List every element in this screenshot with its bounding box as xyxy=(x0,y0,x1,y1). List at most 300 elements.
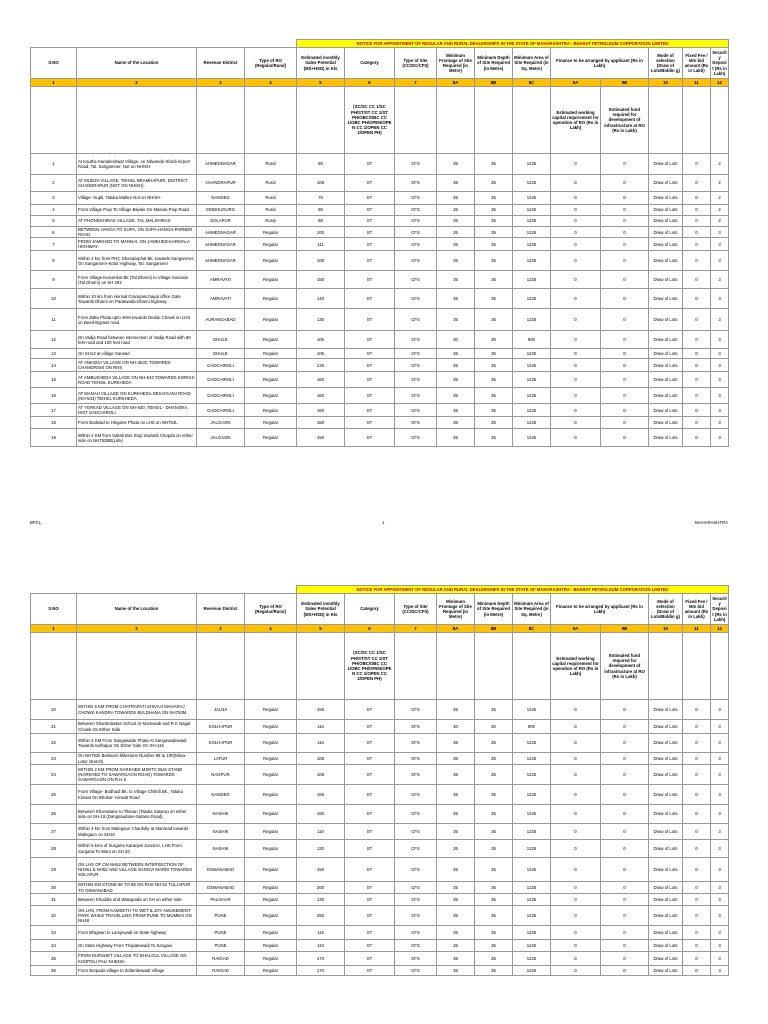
header-cell: Type of Site (CC/DC/CFS) xyxy=(395,594,437,625)
table-cell: 150 xyxy=(297,417,345,429)
table-cell: GADCHIROLI xyxy=(197,404,245,417)
blank-cell xyxy=(475,87,513,154)
table-cell: 1225 xyxy=(513,417,551,429)
table-cell: 1225 xyxy=(513,404,551,417)
table-cell: 0 xyxy=(601,404,649,417)
table-cell: SOLAPUR xyxy=(197,216,245,227)
table-cell: OSMANABAD xyxy=(197,858,245,882)
table-cell: 0 xyxy=(551,192,601,205)
location-cell: ON LHS OF ON NH52 BETWEEN INTERSECTION OF NH361 & NH52 AND VILLAGE SANGVI MARDI TOWARDS SOLAPUR xyxy=(77,858,197,882)
header-cell: Security Deposit (Rs in Lakh) xyxy=(711,594,729,625)
table-cell: 35 xyxy=(475,858,513,882)
header-cell: Mode of selection (Draw of Lots/Biddin g) xyxy=(649,48,683,79)
table-cell: 0 xyxy=(601,952,649,966)
column-number-cell: 9B xyxy=(601,79,649,87)
table-row xyxy=(31,966,729,976)
table-cell: 1225 xyxy=(513,882,551,894)
table-cell: 15 xyxy=(31,372,77,388)
table-row xyxy=(31,192,729,205)
table-cell: 0 xyxy=(551,952,601,966)
table-cell: 0 xyxy=(551,331,601,349)
table-cell: 1225 xyxy=(513,192,551,205)
table-cell: 3 xyxy=(711,429,729,447)
table-cell: 0 xyxy=(601,926,649,940)
table-cell: Draw of Lots xyxy=(649,966,683,976)
table-cell: 35 xyxy=(437,805,475,824)
location-cell: Between Khomatane to Tilavan (Taluka Satana) on either side on SH-19 (Dangsaudane-Satana Road) xyxy=(77,805,197,824)
table-cell: 110 xyxy=(297,720,345,734)
table-cell: 3 xyxy=(711,858,729,882)
table-cell: 21 xyxy=(31,720,77,734)
location-cell: WITHIN 5 KM FROM CHATRAPATI SHIVAJI MAHARAJ CHOWK KANDRA TOWARDS BULDHANA ON NH753M xyxy=(77,700,197,720)
table-cell: 35 xyxy=(475,882,513,894)
table-cell: 160 xyxy=(297,404,345,417)
finance-working-capital-header: Estimated working capital requirement for operation of RO (Rs in Lakh) xyxy=(551,633,601,700)
table-cell: 120 xyxy=(297,840,345,858)
blank-cell xyxy=(245,87,297,154)
table-cell: 35 xyxy=(437,906,475,926)
table-cell: 0 xyxy=(683,966,711,976)
table-cell: ST xyxy=(345,271,395,289)
table-cell: 2 xyxy=(31,175,77,192)
table-cell: 32 xyxy=(31,906,77,926)
table-cell: 3 xyxy=(711,753,729,765)
table-cell: AHMEDNAGAR xyxy=(197,227,245,238)
header-cell: Type of RO (Regular/Rural) xyxy=(245,48,297,79)
location-cell: Within 4 km from Malegaon Chaufully at Manmad towards Malegaon on SH10 xyxy=(77,824,197,840)
table-cell: ST xyxy=(345,404,395,417)
table-cell: 2 xyxy=(711,192,729,205)
blank-cell xyxy=(245,633,297,700)
table-cell: 115 xyxy=(297,926,345,940)
table-cell: 35 xyxy=(437,271,475,289)
table-cell: ST xyxy=(345,251,395,271)
table-row xyxy=(31,952,729,966)
table-cell: 0 xyxy=(683,154,711,175)
table-row xyxy=(31,289,729,309)
table-cell: Draw of Lots xyxy=(649,824,683,840)
table-cell: 35 xyxy=(437,216,475,227)
table-cell: 31 xyxy=(31,894,77,906)
table-cell: 35 xyxy=(475,238,513,251)
table-cell: 0 xyxy=(601,289,649,309)
table-cell: 0 xyxy=(683,271,711,289)
table-cell: CFS xyxy=(395,840,437,858)
subheader-row xyxy=(31,633,729,700)
table-cell: 0 xyxy=(551,238,601,251)
table-cell: 35 xyxy=(437,765,475,785)
table-cell: CFS xyxy=(395,720,437,734)
table-cell: 1225 xyxy=(513,359,551,372)
table-cell: GADCHIROLI xyxy=(197,372,245,388)
table-cell: CFS xyxy=(395,824,437,840)
table-cell: 1 xyxy=(31,154,77,175)
header-cell: Estimated monthly Sales Potential (MS+HSD) in Kls xyxy=(297,594,345,625)
header-cell: Name of the Location xyxy=(77,48,197,79)
table-cell: 170 xyxy=(297,966,345,976)
table-cell: 1225 xyxy=(513,227,551,238)
blank-cell xyxy=(77,633,197,700)
column-number-cell: 8A xyxy=(437,79,475,87)
table-cell: 0 xyxy=(683,388,711,404)
table-cell: 35 xyxy=(475,404,513,417)
table-cell: CFS xyxy=(395,372,437,388)
table-row xyxy=(31,388,729,404)
table-row xyxy=(31,205,729,216)
dealership-table-page-2 xyxy=(30,585,729,976)
table-cell: 0 xyxy=(683,753,711,765)
table-cell: ST xyxy=(345,785,395,805)
footer-page-number: 1 xyxy=(382,520,385,525)
table-cell: Draw of Lots xyxy=(649,734,683,753)
table-cell: ST xyxy=(345,805,395,824)
table-cell: 3 xyxy=(711,824,729,840)
location-cell: On SH13 at village Sarwad xyxy=(77,349,197,359)
table-row xyxy=(31,753,729,765)
table-cell: 30 xyxy=(475,720,513,734)
table-cell: CFS xyxy=(395,271,437,289)
table-cell: CFS xyxy=(395,192,437,205)
table-row xyxy=(31,720,729,734)
table-cell: 900 xyxy=(513,331,551,349)
table-cell: 10 xyxy=(31,289,77,309)
table-cell: 35 xyxy=(437,289,475,309)
table-cell: 33 xyxy=(31,926,77,940)
table-cell: 3 xyxy=(711,906,729,926)
table-cell: Draw of Lots xyxy=(649,251,683,271)
table-cell: Regular xyxy=(245,952,297,966)
table-cell: 0 xyxy=(601,154,649,175)
banner-title: NOTICE FOR APPOINTMENT OF REGULAR AND RURAL DEALERSHIPS IN THE STATE OF MAHARASHTRA - BHARAT PETROLEUM CORPORATION LIMITED xyxy=(297,586,729,594)
table-cell: GADCHIROLI xyxy=(197,359,245,372)
table-cell: 1225 xyxy=(513,894,551,906)
table-cell: Draw of Lots xyxy=(649,882,683,894)
table-cell: 1225 xyxy=(513,216,551,227)
table-cell: 20 xyxy=(31,700,77,720)
table-cell: CFS xyxy=(395,805,437,824)
location-cell: On NH752k Between Milestone Number 98 to 100(Nilua-Latur stretch) xyxy=(77,753,197,765)
table-cell: 3 xyxy=(711,805,729,824)
blank-cell xyxy=(649,87,683,154)
location-cell: On Vadja Road between intersection of Vadja Road with 80 feet road and 100 feet road xyxy=(77,331,197,349)
table-cell: NASHIK xyxy=(197,824,245,840)
header-cell: Fixed Fee / Min bid amount (Rs in Lakh) xyxy=(683,48,711,79)
table-row xyxy=(31,805,729,824)
header-cell: Fixed Fee / Min bid amount (Rs in Lakh) xyxy=(683,594,711,625)
table-cell: NASHIK xyxy=(197,805,245,824)
table-cell: ST xyxy=(345,175,395,192)
location-cell: AT YERKAD VILLAGE ON NH-930, TEHSIL - DHANORA, DIST GADCHIROLI xyxy=(77,404,197,417)
table-cell: 1225 xyxy=(513,154,551,175)
column-number-cell: 9A xyxy=(551,625,601,633)
table-cell: Draw of Lots xyxy=(649,205,683,216)
table-cell: 110 xyxy=(297,734,345,753)
table-cell: 0 xyxy=(551,700,601,720)
table-cell: Regular xyxy=(245,858,297,882)
page-1 xyxy=(30,39,728,447)
location-cell: From Village Kusumkot Bk (Tal Dharni) to Village Susarda (Tal Dharni) on SH 292 xyxy=(77,271,197,289)
table-cell: 1225 xyxy=(513,765,551,785)
table-cell: 3 xyxy=(711,926,729,940)
location-cell: AT MANAH VILLAGE ON KURKHEDA DESAIGANJ ROAD (NH-543) TEHSIL KURKHEDA xyxy=(77,388,197,404)
table-cell: 35 xyxy=(437,940,475,952)
table-cell: 35 xyxy=(437,429,475,447)
table-cell: Draw of Lots xyxy=(649,940,683,952)
table-cell: 160 xyxy=(297,388,345,404)
table-cell: 35 xyxy=(475,349,513,359)
table-cell: 3 xyxy=(711,882,729,894)
table-row xyxy=(31,271,729,289)
table-cell: 35 xyxy=(437,309,475,331)
table-row xyxy=(31,175,729,192)
table-cell: 0 xyxy=(683,894,711,906)
column-number-cell: 4 xyxy=(245,625,297,633)
table-cell: ST xyxy=(345,840,395,858)
location-cell: Between Khodala and Wakapada on SH on either side xyxy=(77,894,197,906)
table-cell: 3 xyxy=(711,349,729,359)
table-row xyxy=(31,331,729,349)
table-cell: 111 xyxy=(297,238,345,251)
finance-infrastructure-header: Estimated fund required for development of infrastructure at RO (Rs in Lakh) xyxy=(601,87,649,154)
table-cell: ST xyxy=(345,824,395,840)
table-cell: 30 xyxy=(437,331,475,349)
table-cell: 35 xyxy=(475,372,513,388)
location-cell: Within 2 KM from Sakali Bus Stop towards Chopda on either side on NH753BB(Link) xyxy=(77,429,197,447)
table-cell: Draw of Lots xyxy=(649,359,683,372)
table-cell: 3 xyxy=(711,372,729,388)
table-cell: Regular xyxy=(245,753,297,765)
table-cell: 35 xyxy=(437,966,475,976)
table-cell: 5 xyxy=(31,216,77,227)
column-number-cell: 8C xyxy=(513,625,551,633)
table-cell: ST xyxy=(345,359,395,372)
table-cell: ST xyxy=(345,952,395,966)
table-cell: 110 xyxy=(297,940,345,952)
table-cell: 35 xyxy=(437,154,475,175)
table-cell: 155 xyxy=(297,700,345,720)
column-number-cell: 6 xyxy=(345,79,395,87)
table-cell: 3 xyxy=(711,840,729,858)
table-cell: Regular xyxy=(245,388,297,404)
table-cell: JALNA xyxy=(197,700,245,720)
table-cell: 0 xyxy=(551,251,601,271)
table-cell: 0 xyxy=(551,309,601,331)
table-cell: 0 xyxy=(601,966,649,976)
table-cell: JALGAON xyxy=(197,417,245,429)
table-cell: Regular xyxy=(245,940,297,952)
category-legend: (SC/SC CC 1/SC PH/ST/ST CC 1/ST PH/OBC/OBC CC 1/OBC PH/OPEN/OPE N CC 1/OPEN CC 2/OPEN PH) xyxy=(345,633,395,700)
table-cell: 1225 xyxy=(513,753,551,765)
table-cell: Regular xyxy=(245,824,297,840)
table-cell: Regular xyxy=(245,765,297,785)
table-cell: CFS xyxy=(395,940,437,952)
location-cell: Within 5 kms of Surgana Karanjali Junction, LHS From Surgana To Wani on SH 20 xyxy=(77,840,197,858)
table-cell: 3 xyxy=(711,359,729,372)
table-cell: CFS xyxy=(395,216,437,227)
table-cell: 3 xyxy=(711,940,729,952)
table-row xyxy=(31,785,729,805)
table-cell: NANDED xyxy=(197,785,245,805)
table-cell: 0 xyxy=(551,824,601,840)
table-cell: 35 xyxy=(475,175,513,192)
table-cell: 0 xyxy=(601,906,649,926)
table-cell: 0 xyxy=(601,429,649,447)
table-cell: 35 xyxy=(475,289,513,309)
table-row xyxy=(31,429,729,447)
table-cell: 230 xyxy=(297,359,345,372)
table-cell: 35 xyxy=(437,388,475,404)
column-number-cell: 4 xyxy=(245,79,297,87)
table-cell: ST xyxy=(345,765,395,785)
table-cell: 35 xyxy=(437,785,475,805)
table-cell: ST xyxy=(345,309,395,331)
table-cell: 35 xyxy=(437,734,475,753)
table-cell: 3 xyxy=(711,785,729,805)
table-row xyxy=(31,309,729,331)
column-number-cell: 11 xyxy=(683,625,711,633)
table-cell: 0 xyxy=(551,720,601,734)
table-cell: ST xyxy=(345,216,395,227)
table-cell: 3 xyxy=(711,388,729,404)
table-cell: 0 xyxy=(601,858,649,882)
table-cell: CFS xyxy=(395,309,437,331)
table-cell: 25 xyxy=(31,785,77,805)
table-cell: Regular xyxy=(245,785,297,805)
column-number-cell: 5 xyxy=(297,79,345,87)
table-cell: 140 xyxy=(297,289,345,309)
table-cell: 0 xyxy=(683,700,711,720)
table-cell: 3 xyxy=(711,404,729,417)
table-row xyxy=(31,417,729,429)
location-cell: WITHIN KM STONE 86 TO 88 ON RHS NH 52 TULJAPUR TO OSMANABAD xyxy=(77,882,197,894)
table-cell: 35 xyxy=(475,700,513,720)
table-cell: 35 xyxy=(437,926,475,940)
table-cell: 35 xyxy=(475,227,513,238)
table-cell: Regular xyxy=(245,840,297,858)
table-cell: 0 xyxy=(551,388,601,404)
table-cell: 0 xyxy=(551,858,601,882)
table-cell: 3 xyxy=(711,765,729,785)
table-cell: Draw of Lots xyxy=(649,154,683,175)
table-cell: Regular xyxy=(245,359,297,372)
blank-cell xyxy=(31,87,77,154)
table-cell: 2 xyxy=(711,216,729,227)
table-cell: 35 xyxy=(475,417,513,429)
table-cell: Draw of Lots xyxy=(649,388,683,404)
table-cell: Regular xyxy=(245,734,297,753)
header-cell: Category xyxy=(345,594,395,625)
table-cell: 0 xyxy=(683,940,711,952)
table-cell: 0 xyxy=(601,700,649,720)
table-cell: Draw of Lots xyxy=(649,805,683,824)
table-cell: Draw of Lots xyxy=(649,331,683,349)
blank-cell xyxy=(197,633,245,700)
header-cell: Revenue District xyxy=(197,48,245,79)
table-cell: 35 xyxy=(475,765,513,785)
table-cell: 106 xyxy=(297,331,345,349)
table-cell: 3 xyxy=(711,331,729,349)
table-cell: 0 xyxy=(683,175,711,192)
location-cell: Village- Kupti, Taluka Malkur Not on NH/SH xyxy=(77,192,197,205)
table-cell: GADCHIROLI xyxy=(197,388,245,404)
table-cell: 14 xyxy=(31,359,77,372)
table-cell: 35 xyxy=(475,205,513,216)
table-cell: CFS xyxy=(395,765,437,785)
table-cell: CFS xyxy=(395,349,437,359)
table-cell: 1225 xyxy=(513,940,551,952)
table-cell: Regular xyxy=(245,429,297,447)
table-cell: 0 xyxy=(683,359,711,372)
table-cell: 35 xyxy=(475,824,513,840)
table-cell: 0 xyxy=(683,331,711,349)
location-cell: From Village Poip To Village Biwale On Malvan-Poip Road xyxy=(77,205,197,216)
table-cell: Regular xyxy=(245,926,297,940)
table-cell: 0 xyxy=(601,192,649,205)
table-cell: 0 xyxy=(601,205,649,216)
table-cell: 170 xyxy=(297,952,345,966)
table-cell: CFS xyxy=(395,882,437,894)
table-cell: Draw of Lots xyxy=(649,309,683,331)
table-cell: 0 xyxy=(683,858,711,882)
banner-title: NOTICE FOR APPOINTMENT OF REGULAR AND RURAL DEALERSHIPS IN THE STATE OF MAHARASHTRA - BHARAT PETROLEUM CORPORATION LIMITED xyxy=(297,40,729,48)
table-row xyxy=(31,734,729,753)
table-cell: 0 xyxy=(551,205,601,216)
table-cell: 0 xyxy=(551,805,601,824)
table-cell: CFS xyxy=(395,205,437,216)
table-cell: 0 xyxy=(551,404,601,417)
table-cell: Draw of Lots xyxy=(649,227,683,238)
table-cell: 35 xyxy=(437,175,475,192)
table-cell: 35 xyxy=(475,926,513,940)
table-cell: Draw of Lots xyxy=(649,894,683,906)
column-number-cell: 6 xyxy=(345,625,395,633)
header-row xyxy=(31,48,729,79)
location-cell: WITHIN 2 KM FROM NARKHED MSRTC BUS STAND (NARKHED TO SAWARGAON ROAD) TOWARDS SAWARGAON ON R.H.S xyxy=(77,765,197,785)
location-cell: On State Highway From Thopatewadi To Sangavi xyxy=(77,940,197,952)
table-row xyxy=(31,404,729,417)
table-cell: ST xyxy=(345,894,395,906)
table-cell: 35 xyxy=(437,205,475,216)
blank-cell xyxy=(77,87,197,154)
table-cell: Draw of Lots xyxy=(649,238,683,251)
table-cell: 0 xyxy=(601,331,649,349)
table-cell: Regular xyxy=(245,309,297,331)
finance-working-capital-header: Estimated working capital requirement for operation of RO (Rs in Lakh) xyxy=(551,87,601,154)
table-cell: Draw of Lots xyxy=(649,404,683,417)
table-cell: 0 xyxy=(683,205,711,216)
table-cell: 35 xyxy=(475,952,513,966)
table-cell: 1225 xyxy=(513,175,551,192)
table-cell: ST xyxy=(345,734,395,753)
table-row xyxy=(31,372,729,388)
table-cell: CFS xyxy=(395,331,437,349)
finance-infrastructure-header: Estimated fund required for development of infrastructure at RO (Rs in Lakh) xyxy=(601,633,649,700)
table-cell: 35 xyxy=(437,404,475,417)
table-cell: Regular xyxy=(245,372,297,388)
column-number-cell: 12 xyxy=(711,625,729,633)
table-cell: 0 xyxy=(683,309,711,331)
table-cell: 0 xyxy=(601,349,649,359)
table-cell: Draw of Lots xyxy=(649,840,683,858)
table-cell: PUNE xyxy=(197,926,245,940)
table-cell: Regular xyxy=(245,906,297,926)
header-cell: Minimum Depth of Site Required (in Metre) xyxy=(475,594,513,625)
table-cell: ST xyxy=(345,753,395,765)
blank-cell xyxy=(395,87,437,154)
table-cell: 0 xyxy=(601,175,649,192)
table-cell: Draw of Lots xyxy=(649,372,683,388)
table-row xyxy=(31,840,729,858)
